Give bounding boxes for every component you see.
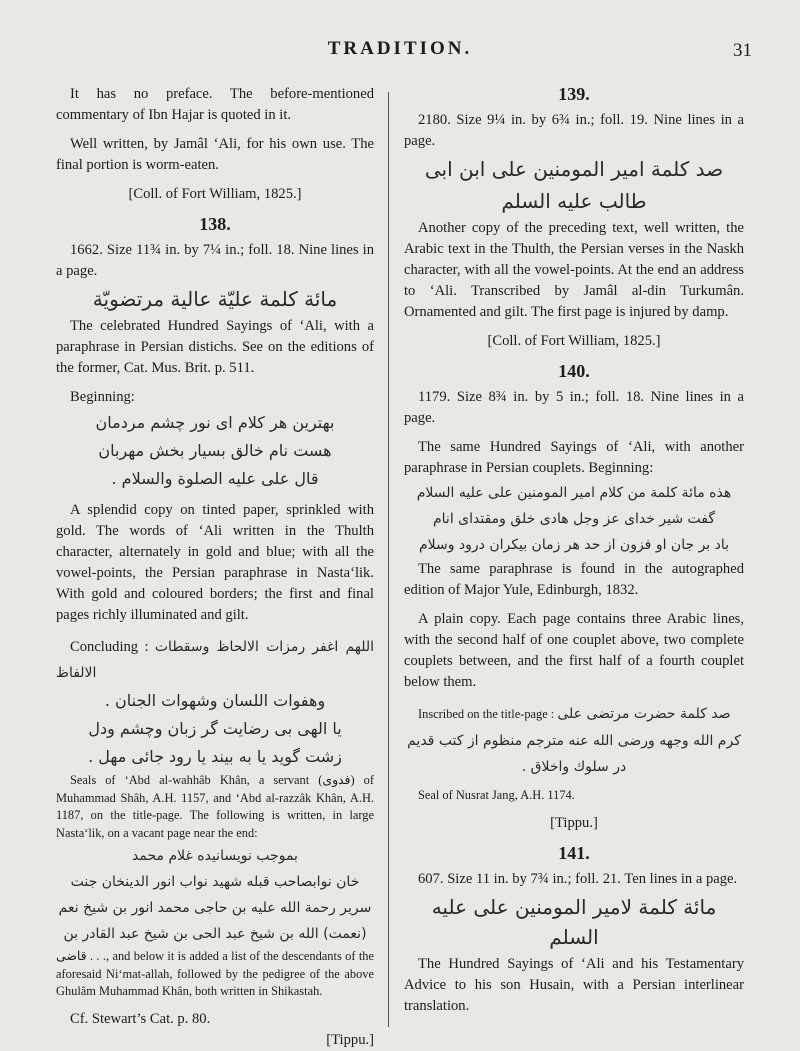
arabic-line: خان نوابصاحب قبله شهيد نواب انور الدينخان جنت [70, 874, 360, 890]
beginning-label: Beginning: [70, 389, 135, 405]
seals-note: Seals of ‘Abd al-wahhâb Khân, a servant (فدوى) of Muhammad Shâh, A.H. 1157, and ‘Abd al-razzâk Khân, A.H. 1187, on the title-page. The following is written, in large Nasta‘lik, on a vacant page near the end: [56, 773, 375, 840]
paragraph: The Hundred Sayings of ‘Ali and his Testamentary Advice to his son Husain, with a Persian interlinear translation. [404, 955, 744, 1014]
column-divider [388, 92, 389, 1027]
arabic-verse: گفت شير خداى عز وجل هادى خلق ومقتداى انام [432, 511, 715, 527]
arabic-verse: هست نام خالق بسيار بخش مهربان [98, 441, 332, 460]
arabic-verse: زشت گويد يا به بيند يا رود جائى مهل . [88, 747, 342, 766]
running-title: TRADITION. [327, 38, 473, 59]
arabic-verse: يا الهى بى رضايت گر زبان وچشم ودل [88, 719, 342, 738]
arabic-inline: صد كلمة حضرت مرتضى على [557, 706, 731, 722]
arabic-title: طالب عليه السلم [501, 189, 647, 213]
arabic-verse: وهفوات اللسان وشهوات الجنان . [104, 691, 326, 710]
collection-note: [Coll. of Fort William, 1825.] [128, 186, 302, 202]
arabic-title: مائة كلمة لامير المومنين على عليه السلم [431, 894, 717, 949]
arabic-title: مائة كلمة عليّة عالية مرتضويّة [92, 287, 338, 311]
paragraph: A plain copy. Each page contains three Arabic lines, with the second half of one couplet above, two complete couplets between, and the first half of a fourth couplet below them. [404, 611, 744, 690]
left-column [56, 84, 374, 1051]
right-column [404, 84, 744, 1017]
entry-description: 1662. Size 11¾ in. by 7¼ in.; foll. 18. Nine lines in a page. [56, 242, 374, 279]
collection-note: [Coll. of Fort William, 1825.] [487, 333, 661, 349]
page-number: 31 [733, 40, 752, 61]
descendants-note: قاضى . . ., and below it is added a list of the descendants of the aforesaid Ni‘mat-allah, followed by the pedigree of the above Ghulâm Muhammad Khân, both written in Shikastah. [56, 949, 374, 998]
entry-number: 138. [199, 214, 231, 234]
arabic-line: كرم الله وجهه ورضى الله عنه مترجم منظوم از كتب قديم [407, 733, 741, 749]
arabic-verse: قال على عليه الصلوة والسلام . [111, 469, 319, 488]
inscription-line [404, 701, 744, 727]
arabic-line: سرير رحمة الله عليه بن حاجى محمد انور بن شيخ نعم [58, 900, 372, 916]
arabic-line: در سلوك واخلاق . [521, 759, 627, 775]
paragraph: The same Hundred Sayings of ‘Ali, with another paraphrase in Persian couplets. Beginning: [404, 439, 744, 476]
arabic-verse: هذه مائة كلمة من كلام امير المومنين على عليه السلام [416, 485, 732, 501]
paragraph: A splendid copy on tinted paper, sprinkled with gold. The words of ‘Ali written in the Thulth character, alternately in gold and blue; with all the vowel-points, the Persian paraphrase in Nasta‘lik. With gold and coloured borders; the first and final pages richly illuminated and gilt. [56, 502, 374, 623]
collection-note: [Tippu.] [550, 814, 598, 831]
arabic-line: (نعمت) الله بن شيخ عبد الحى بن شيخ عبد القادر بن [63, 926, 367, 942]
concluding-line [56, 634, 374, 686]
entry-description: 2180. Size 9¼ in. by 6¾ in.; foll. 19. Nine lines in a page. [404, 112, 744, 149]
concluding-label: Concluding : [70, 639, 149, 655]
collection-note: [Tippu.] [326, 1031, 374, 1048]
entry-number: 141. [558, 842, 590, 863]
entry-description: 607. Size 11 in. by 7¾ in.; foll. 21. Ten lines in a page. [418, 870, 738, 887]
arabic-verse: بهترين هر كلام اى نور چشم مردمان [95, 413, 335, 432]
page-header [0, 38, 800, 68]
paragraph: The celebrated Hundred Sayings of ‘Ali, with a paraphrase in Persian distichs. See on the editions of the former, Cat. Mus. Brit. p. 511. [56, 318, 374, 376]
arabic-line: بموجب نويسانيده غلام محمد [132, 848, 298, 864]
inscription-label: Inscribed on the title-page : [418, 707, 555, 721]
reference: Cf. Stewart’s Cat. p. 80. [70, 1010, 211, 1027]
paragraph: The same paraphrase is found in the autographed edition of Major Yule, Edinburgh, 1832. [404, 561, 744, 598]
paragraph: Well written, by Jamâl ‘Ali, for his own use. The final portion is worm-eaten. [56, 136, 374, 173]
arabic-verse: باد بر جان او فزون از حد هر زمان بيكران درود وسلام [418, 537, 730, 553]
arabic-inline: اللهم اغفر رمزات الالحاظ وسقطات الالفاظ [56, 639, 375, 681]
entry-number: 140. [558, 361, 590, 381]
arabic-title: صد كلمة امير المومنين على ابن ابى [424, 157, 724, 181]
seal-note: Seal of Nusrat Jang, A.H. 1174. [418, 788, 575, 802]
entry-number: 139. [558, 84, 590, 104]
paragraph: It has no preface. The before-mentioned commentary of Ibn Hajar is quoted in it. [56, 86, 374, 123]
paragraph: Another copy of the preceding text, well written, the Arabic text in the Thulth, the Persian verses in the Naskh character, with all the vowel-points. At the end an address to ‘Ali. Transcribed by Jamâl al-din Turkumân. Ornamented and gilt. The first page is injured by damp. [404, 220, 744, 320]
entry-description: 1179. Size 8¾ in. by 5 in.; foll. 18. Nine lines in a page. [404, 389, 744, 426]
